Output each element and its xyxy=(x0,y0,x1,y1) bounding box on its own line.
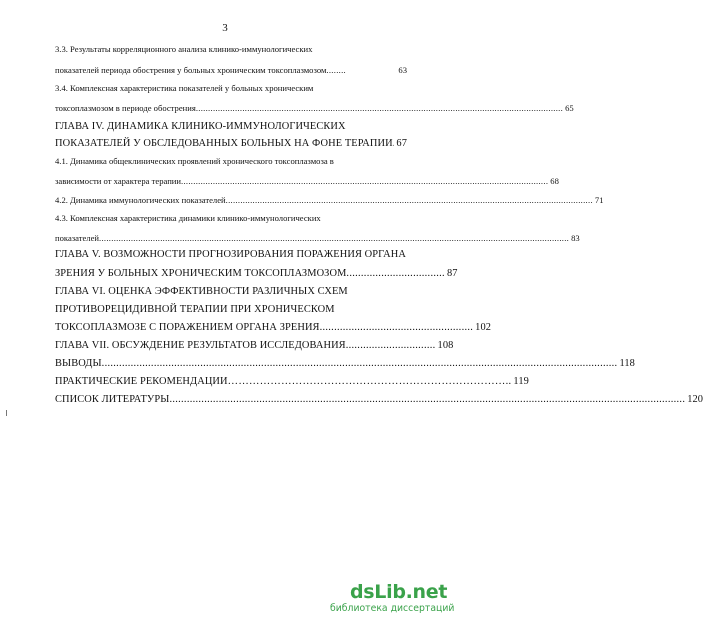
toc-references: СПИСОК ЛИТЕРАТУРЫ .................................................................................................................................................................................. 120 xyxy=(55,394,703,405)
toc-page-number: 118 xyxy=(619,358,635,369)
toc-page-number: 108 xyxy=(437,340,454,351)
toc-chapter-7: ГЛАВА VII. ОБСУЖДЕНИЕ РЕЗУЛЬТАТОВ ИССЛЕДОВАНИЯ ............................... 108 xyxy=(55,340,454,351)
toc-page-number: 63 xyxy=(398,65,407,75)
toc-entry-3-4-line1: 3.4. Комплексная характеристика показателей у больных хроническим xyxy=(55,83,314,93)
toc-entry-3-3-line1: 3.3. Результаты корреляционного анализа клинико-иммунологических xyxy=(55,44,313,54)
toc-page-number: 83 xyxy=(571,233,580,243)
toc-chapter-4-line1: ГЛАВА IV. ДИНАМИКА КЛИНИКО-ИММУНОЛОГИЧЕСКИХ xyxy=(55,121,346,132)
toc-chapter-6-line2: ПРОТИВОРЕЦИДИВНОЙ ТЕРАПИИ ПРИ ХРОНИЧЕСКОМ xyxy=(55,304,335,315)
toc-page-number: 67 xyxy=(396,138,407,149)
toc-page-number: 119 xyxy=(513,376,529,387)
toc-entry-3-4-line2: токсоплазмозом в периоде обострения ...................................................................................................................................................... 65 xyxy=(55,103,574,113)
toc-page-number: 71 xyxy=(594,195,604,205)
toc-entry-4-1-line1: 4.1. Динамика общеклинических проявлений хронического токсоплазмоза в xyxy=(55,156,334,166)
toc-chapter-5-line1: ГЛАВА V. ВОЗМОЖНОСТИ ПРОГНОЗИРОВАНИЯ ПОРАЖЕНИЯ ОРГАНА xyxy=(55,249,406,260)
toc-entry-4-1-line2: зависимости от характера терапии ...................................................................................................................................................... 68 xyxy=(55,176,559,186)
toc-chapter-6-line1: ГЛАВА VI. ОЦЕНКА ЭФФЕКТИВНОСТИ РАЗЛИЧНЫХ СХЕМ xyxy=(55,286,348,297)
toc-entry-4-3-line1: 4.3. Комплексная характеристика динамики клинико-иммунологических xyxy=(55,213,321,223)
toc-chapter-4-line2: ПОКАЗАТЕЛЕЙ У ОБСЛЕДОВАННЫХ БОЛЬНЫХ НА ФОНЕ ТЕРАПИИ 67 xyxy=(55,138,407,149)
dslib-logo: dsLib.net xyxy=(350,581,448,603)
toc-page-number: 87 xyxy=(446,268,458,279)
toc-recommendations: ПРАКТИЧЕСКИЕ РЕКОМЕНДАЦИИ …………………………………………………………………….. 119 xyxy=(55,376,529,387)
toc-page-number: 102 xyxy=(475,322,492,333)
toc-entry-4-2: 4.2. Динамика иммунологических показателей ...................................................................................................................................................... 71 xyxy=(55,195,604,205)
toc-chapter-6-line3: ТОКСОПЛАЗМОЗЕ С ПОРАЖЕНИЕМ ОРГАНА ЗРЕНИЯ ..................................................... 102 xyxy=(55,322,492,333)
dslib-watermark xyxy=(330,581,455,621)
toc-page-number: 65 xyxy=(565,103,574,113)
dslib-subtitle: библиотека диссертаций xyxy=(330,603,455,614)
toc-entry-3-3-line2: показателей периода обострения у больных хроническим токсоплазмозом ........ 63 xyxy=(55,65,407,75)
toc-chapter-5-line2: ЗРЕНИЯ У БОЛЬНЫХ ХРОНИЧЕСКИМ ТОКСОПЛАЗМОЗОМ .................................. 87 xyxy=(55,268,458,279)
toc-conclusions: ВЫВОДЫ .................................................................................................................................................................................. 118 xyxy=(55,358,635,369)
margin-mark xyxy=(6,410,7,416)
toc-page-number: 120 xyxy=(687,394,703,405)
toc-page-number: 68 xyxy=(550,176,559,186)
page-number: 3 xyxy=(222,22,228,34)
toc-entry-4-3-line2: показателей ................................................................................................................................................................................................ 83 xyxy=(55,233,580,243)
